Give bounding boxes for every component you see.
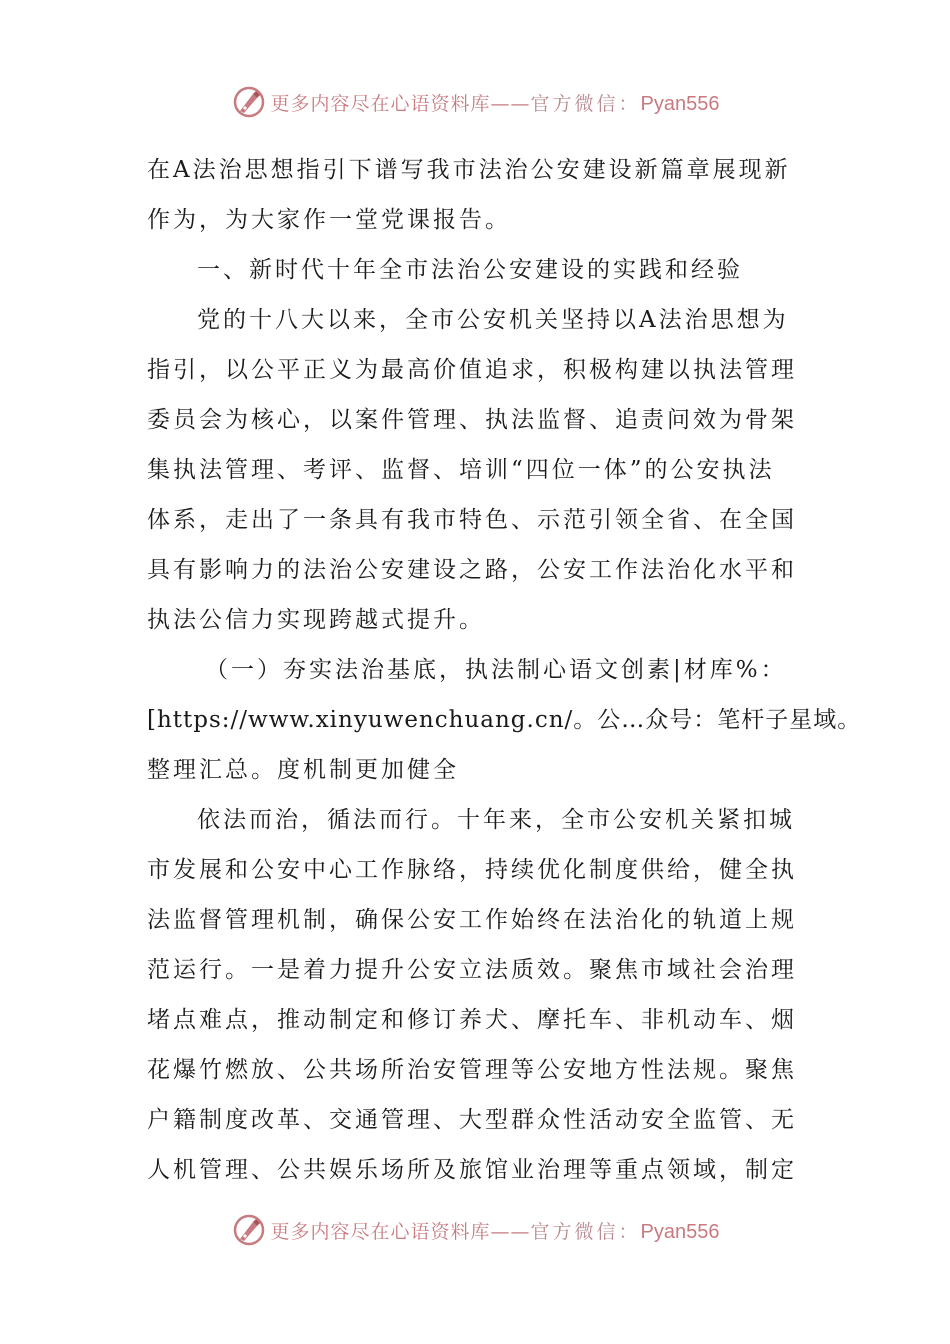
- subsection-heading: （一）夯实法治基底，执法制心语文创素|材库%：: [205, 657, 787, 683]
- banner-title: 更多内容尽在心语资料库: [270, 92, 491, 115]
- banner-subtitle: 官方微信：: [530, 1220, 641, 1243]
- banner-wechat-id: Pyan556: [640, 92, 720, 115]
- section-heading: 一、新时代十年全市法治公安建设的实践和经验: [197, 257, 743, 283]
- text-line: [https://www.xinyuwenchuang.cn/。公…众号：笔杆子星域。: [147, 707, 862, 733]
- text-line: 在A法治思想指引下谱写我市法治公安建设新篇章展现新: [147, 157, 791, 183]
- banner-text: [271, 89, 720, 116]
- text-line: 体系，走出了一条具有我市特色、示范引领全省、在全国: [147, 507, 797, 533]
- text-line: 委员会为核心，以案件管理、执法监督、追责问效为骨架: [147, 407, 797, 433]
- banner-wechat-id: Pyan556: [640, 1220, 720, 1243]
- banner-dash: ——: [490, 92, 531, 115]
- text-line: 户籍制度改革、交通管理、大型群众性活动安全监管、无: [147, 1107, 797, 1133]
- banner-subtitle: 官方微信：: [530, 92, 641, 115]
- text-line: 市发展和公安中心工作脉络，持续优化制度供给，健全执: [147, 857, 797, 883]
- text-line: 人机管理、公共娱乐场所及旅馆业治理等重点领域，制定: [147, 1157, 797, 1183]
- header-banner: [0, 82, 950, 122]
- text-line: 执法公信力实现跨越式提升。: [147, 607, 485, 633]
- footer-banner: [0, 1210, 950, 1250]
- text-line: 作为，为大家作一堂党课报告。: [147, 207, 511, 233]
- text-line: 指引，以公平正义为最高价值追求，积极构建以执法管理: [147, 357, 797, 383]
- document-body: [147, 145, 862, 1195]
- banner-text: [271, 1217, 720, 1244]
- text-line: 依法而治，循法而行。十年来，全市公安机关紧扣城: [197, 807, 795, 833]
- text-line: 花爆竹燃放、公共场所治安管理等公安地方性法规。聚焦: [147, 1057, 797, 1083]
- pen-nib-icon: [231, 84, 267, 120]
- text-line: 整理汇总。度机制更加健全: [147, 757, 459, 783]
- text-line: 具有影响力的法治公安建设之路，公安工作法治化水平和: [147, 557, 797, 583]
- banner-title: 更多内容尽在心语资料库: [270, 1220, 491, 1243]
- text-line: 党的十八大以来，全市公安机关坚持以A法治思想为: [197, 307, 789, 333]
- text-line: 法监督管理机制，确保公安工作始终在法治化的轨道上规: [147, 907, 797, 933]
- text-line: 范运行。一是着力提升公安立法质效。聚焦市域社会治理: [147, 957, 797, 983]
- banner-dash: ——: [490, 1220, 531, 1243]
- text-line: 堵点难点，推动制定和修订养犬、摩托车、非机动车、烟: [147, 1007, 797, 1033]
- text-line: 集执法管理、考评、监督、培训“四位一体”的公安执法: [147, 457, 775, 483]
- pen-nib-icon: [231, 1212, 267, 1248]
